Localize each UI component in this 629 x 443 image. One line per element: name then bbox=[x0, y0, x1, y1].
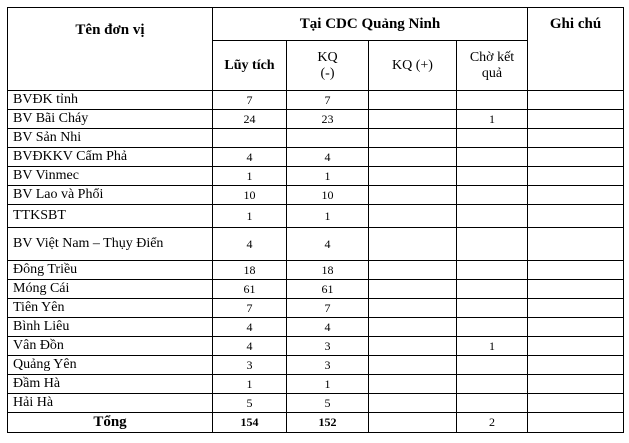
positive-cell bbox=[369, 299, 457, 318]
negative-cell: 1 bbox=[287, 375, 369, 394]
header-row-top bbox=[8, 8, 624, 41]
note-cell bbox=[528, 186, 624, 205]
table-row bbox=[8, 375, 624, 394]
negative-cell: 4 bbox=[287, 148, 369, 167]
negative-cell: 61 bbox=[287, 280, 369, 299]
positive-cell bbox=[369, 148, 457, 167]
note-cell bbox=[528, 205, 624, 228]
unit-name-cell: Móng Cái bbox=[8, 280, 213, 299]
pending-cell bbox=[457, 356, 528, 375]
positive-cell bbox=[369, 186, 457, 205]
negative-cell: 5 bbox=[287, 394, 369, 413]
table-row bbox=[8, 205, 624, 228]
total-positive bbox=[369, 413, 457, 433]
table-row bbox=[8, 228, 624, 261]
table-row bbox=[8, 186, 624, 205]
table-body bbox=[8, 91, 624, 413]
unit-name-cell: Đầm Hà bbox=[8, 375, 213, 394]
pending-cell bbox=[457, 228, 528, 261]
total-cumulative: 154 bbox=[213, 413, 287, 433]
table-row bbox=[8, 110, 624, 129]
negative-cell: 3 bbox=[287, 356, 369, 375]
note-cell bbox=[528, 261, 624, 280]
positive-cell bbox=[369, 280, 457, 299]
unit-name-cell: BV Lao và Phổi bbox=[8, 186, 213, 205]
unit-name-cell: Đông Triều bbox=[8, 261, 213, 280]
positive-column-header bbox=[369, 41, 457, 91]
unit-name-cell: BVĐKKV Cẩm Phả bbox=[8, 148, 213, 167]
cumulative-cell: 4 bbox=[213, 318, 287, 337]
note-cell bbox=[528, 110, 624, 129]
table-row bbox=[8, 261, 624, 280]
note-cell bbox=[528, 167, 624, 186]
negative-cell: 23 bbox=[287, 110, 369, 129]
unit-name-cell: Quảng Yên bbox=[8, 356, 213, 375]
pending-cell bbox=[457, 91, 528, 110]
pending-cell bbox=[457, 318, 528, 337]
positive-cell bbox=[369, 129, 457, 148]
table-row bbox=[8, 167, 624, 186]
unit-name-cell: Hải Hà bbox=[8, 394, 213, 413]
positive-cell bbox=[369, 318, 457, 337]
unit-name-cell: Vân Đồn bbox=[8, 337, 213, 356]
unit-name-cell: BV Sản Nhi bbox=[8, 129, 213, 148]
cdc-group-header: Tại CDC Quảng Ninh bbox=[213, 8, 528, 41]
negative-cell: 7 bbox=[287, 91, 369, 110]
negative-cell: 10 bbox=[287, 186, 369, 205]
total-note bbox=[528, 413, 624, 433]
unit-name-cell: BV Việt Nam – Thụy Điển bbox=[8, 228, 213, 261]
positive-cell bbox=[369, 261, 457, 280]
unit-name-cell: BV Bãi Cháy bbox=[8, 110, 213, 129]
pending-cell bbox=[457, 129, 528, 148]
pending-cell: 1 bbox=[457, 337, 528, 356]
cumulative-cell: 4 bbox=[213, 337, 287, 356]
note-cell bbox=[528, 356, 624, 375]
negative-cell: 1 bbox=[287, 205, 369, 228]
cumulative-cell: 1 bbox=[213, 167, 287, 186]
total-pending: 2 bbox=[457, 413, 528, 433]
pending-label-line1: Chờ kết bbox=[469, 49, 515, 65]
negative-cell: 18 bbox=[287, 261, 369, 280]
pending-cell bbox=[457, 299, 528, 318]
positive-cell bbox=[369, 337, 457, 356]
negative-label-line2: (-) bbox=[320, 65, 335, 81]
cumulative-cell: 7 bbox=[213, 91, 287, 110]
pending-cell bbox=[457, 205, 528, 228]
negative-cell: 4 bbox=[287, 228, 369, 261]
total-label: Tổng bbox=[8, 413, 213, 433]
cumulative-cell: 7 bbox=[213, 299, 287, 318]
cumulative-cell: 61 bbox=[213, 280, 287, 299]
note-cell bbox=[528, 337, 624, 356]
unit-name-cell: Tiên Yên bbox=[8, 299, 213, 318]
unit-column-header: Tên đơn vị bbox=[8, 8, 213, 91]
cumulative-cell: 24 bbox=[213, 110, 287, 129]
cumulative-cell: 4 bbox=[213, 228, 287, 261]
negative-label-line1: KQ bbox=[317, 49, 338, 65]
cumulative-label: Lũy tích bbox=[224, 58, 275, 73]
table-row bbox=[8, 337, 624, 356]
negative-cell: 4 bbox=[287, 318, 369, 337]
cumulative-cell: 1 bbox=[213, 205, 287, 228]
pending-cell bbox=[457, 148, 528, 167]
pending-cell bbox=[457, 394, 528, 413]
note-column-header: Ghi chú bbox=[528, 8, 624, 91]
pending-cell bbox=[457, 280, 528, 299]
table-row bbox=[8, 394, 624, 413]
cumulative-column-header bbox=[213, 41, 287, 91]
table-row bbox=[8, 129, 624, 148]
table-row bbox=[8, 148, 624, 167]
cumulative-cell: 10 bbox=[213, 186, 287, 205]
table-row bbox=[8, 356, 624, 375]
note-cell bbox=[528, 280, 624, 299]
pending-column-header bbox=[457, 41, 528, 91]
total-negative: 152 bbox=[287, 413, 369, 433]
cumulative-cell: 5 bbox=[213, 394, 287, 413]
note-cell bbox=[528, 318, 624, 337]
pending-cell bbox=[457, 186, 528, 205]
pending-cell bbox=[457, 375, 528, 394]
positive-cell bbox=[369, 228, 457, 261]
unit-name-cell: Bình Liêu bbox=[8, 318, 213, 337]
cdc-test-results-table bbox=[7, 7, 624, 433]
unit-name-cell: TTKSBT bbox=[8, 205, 213, 228]
pending-label-line2: quả bbox=[481, 65, 503, 81]
cumulative-cell: 18 bbox=[213, 261, 287, 280]
pending-cell bbox=[457, 167, 528, 186]
negative-cell bbox=[287, 129, 369, 148]
positive-cell bbox=[369, 167, 457, 186]
positive-cell bbox=[369, 91, 457, 110]
pending-cell: 1 bbox=[457, 110, 528, 129]
table-row bbox=[8, 280, 624, 299]
table-row bbox=[8, 318, 624, 337]
table-row bbox=[8, 91, 624, 110]
pending-cell bbox=[457, 261, 528, 280]
positive-cell bbox=[369, 110, 457, 129]
negative-cell: 1 bbox=[287, 167, 369, 186]
unit-name-cell: BV Vinmec bbox=[8, 167, 213, 186]
negative-cell: 7 bbox=[287, 299, 369, 318]
note-cell bbox=[528, 375, 624, 394]
note-cell bbox=[528, 299, 624, 318]
table-row bbox=[8, 299, 624, 318]
total-row bbox=[8, 413, 624, 433]
negative-column-header bbox=[287, 41, 369, 91]
cumulative-cell: 4 bbox=[213, 148, 287, 167]
note-cell bbox=[528, 148, 624, 167]
note-cell bbox=[528, 91, 624, 110]
cumulative-cell: 1 bbox=[213, 375, 287, 394]
positive-cell bbox=[369, 375, 457, 394]
positive-cell bbox=[369, 356, 457, 375]
note-cell bbox=[528, 394, 624, 413]
cumulative-cell: 3 bbox=[213, 356, 287, 375]
negative-cell: 3 bbox=[287, 337, 369, 356]
note-cell bbox=[528, 228, 624, 261]
positive-cell bbox=[369, 394, 457, 413]
note-cell bbox=[528, 129, 624, 148]
unit-name-cell: BVĐK tỉnh bbox=[8, 91, 213, 110]
positive-cell bbox=[369, 205, 457, 228]
cumulative-cell bbox=[213, 129, 287, 148]
positive-label: KQ (+) bbox=[392, 58, 433, 73]
